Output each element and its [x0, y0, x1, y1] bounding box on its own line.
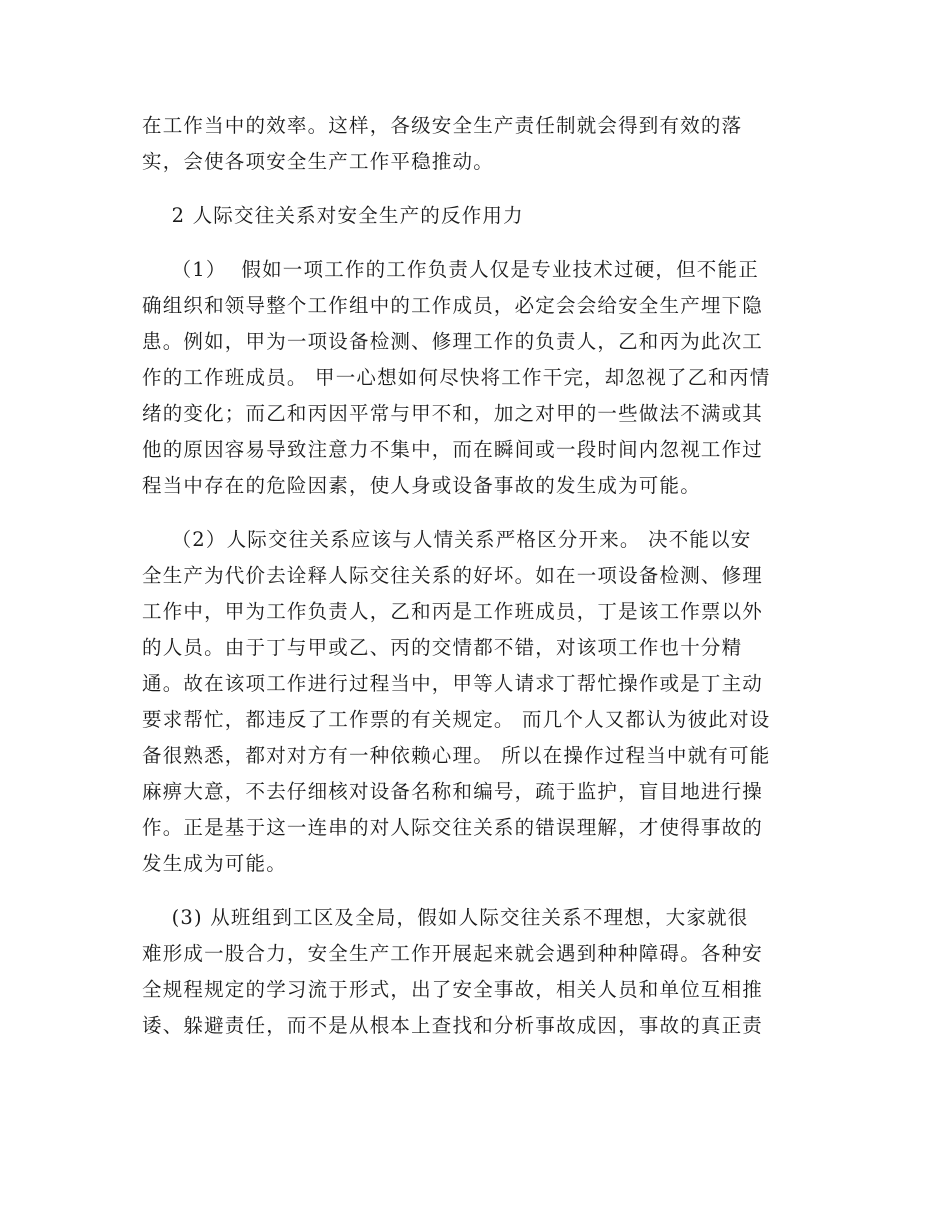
text-line: 工作中，甲为工作负责人，乙和丙是工作班成员，丁是该工作票以外 — [142, 600, 764, 623]
text-line: 在工作当中的效率。这样，各级安全生产责任制就会得到有效的落 — [142, 114, 743, 137]
text-line: 他的原因容易导致注意力不集中，而在瞬间或一段时间内忽视工作过 — [142, 438, 764, 461]
text-line: 绪的变化；而乙和丙因平常与甲不和，加之对甲的一些做法不满或其 — [142, 402, 764, 425]
text-line: 作。正是基于这一连串的对人际交往关系的错误理解，才使得事故的 — [142, 816, 764, 839]
text-line: 患。例如，甲为一项设备检测、修理工作的负责人，乙和丙为此次工 — [142, 330, 764, 353]
text-line: （2）人际交往关系应该与人情关系严格区分开来。 决不能以安 — [142, 528, 752, 551]
heading-line: 2 人际交往关系对安全生产的反作用力 — [142, 204, 524, 227]
section-heading — [142, 198, 812, 234]
text-line: 要求帮忙，都违反了工作票的有关规定。 而几个人又都认为彼此对设 — [142, 708, 771, 731]
text-line: 全生产为代价去诠释人际交往关系的好坏。如在一项设备检测、修理 — [142, 564, 764, 587]
paragraph-item-1 — [142, 252, 812, 504]
text-line: 发生成为可能。 — [142, 852, 287, 875]
text-line: 难形成一股合力，安全生产工作开展起来就会遇到种种障碍。各种安 — [142, 942, 764, 965]
text-line: 作的工作班成员。 甲一心想如何尽快将工作干完，却忽视了乙和丙情 — [142, 366, 771, 389]
text-line: （1） 假如一项工作的工作负责人仅是专业技术过硬，但不能正 — [142, 258, 759, 281]
document-body — [142, 108, 812, 1044]
text-line: 备很熟悉，都对对方有一种依赖心理。 所以在操作过程当中就有可能 — [142, 744, 771, 767]
text-line: (3) 从班组到工区及全局，假如人际交往关系不理想，大家就很 — [142, 906, 749, 929]
text-line: 实，会使各项安全生产工作平稳推动。 — [142, 150, 494, 173]
text-line: 通。故在该项工作进行过程当中，甲等人请求丁帮忙操作或是丁主动 — [142, 672, 764, 695]
text-line: 程当中存在的危险因素，使人身或设备事故的发生成为可能。 — [142, 474, 701, 497]
text-line: 的人员。由于丁与甲或乙、丙的交情都不错，对该项工作也十分精 — [142, 636, 743, 659]
paragraph-intro-tail — [142, 108, 812, 180]
text-line: 诿、躲避责任，而不是从根本上查找和分析事故成因，事故的真正责 — [142, 1014, 764, 1037]
text-line: 麻痹大意，不去仔细核对设备名称和编号，疏于监护，盲目地进行操 — [142, 780, 764, 803]
paragraph-item-3 — [142, 900, 812, 1044]
text-line: 全规程规定的学习流于形式，出了安全事故，相关人员和单位互相推 — [142, 978, 764, 1001]
paragraph-item-2 — [142, 522, 812, 882]
text-line: 确组织和领导整个工作组中的工作成员，必定会会给安全生产埋下隐 — [142, 294, 764, 317]
